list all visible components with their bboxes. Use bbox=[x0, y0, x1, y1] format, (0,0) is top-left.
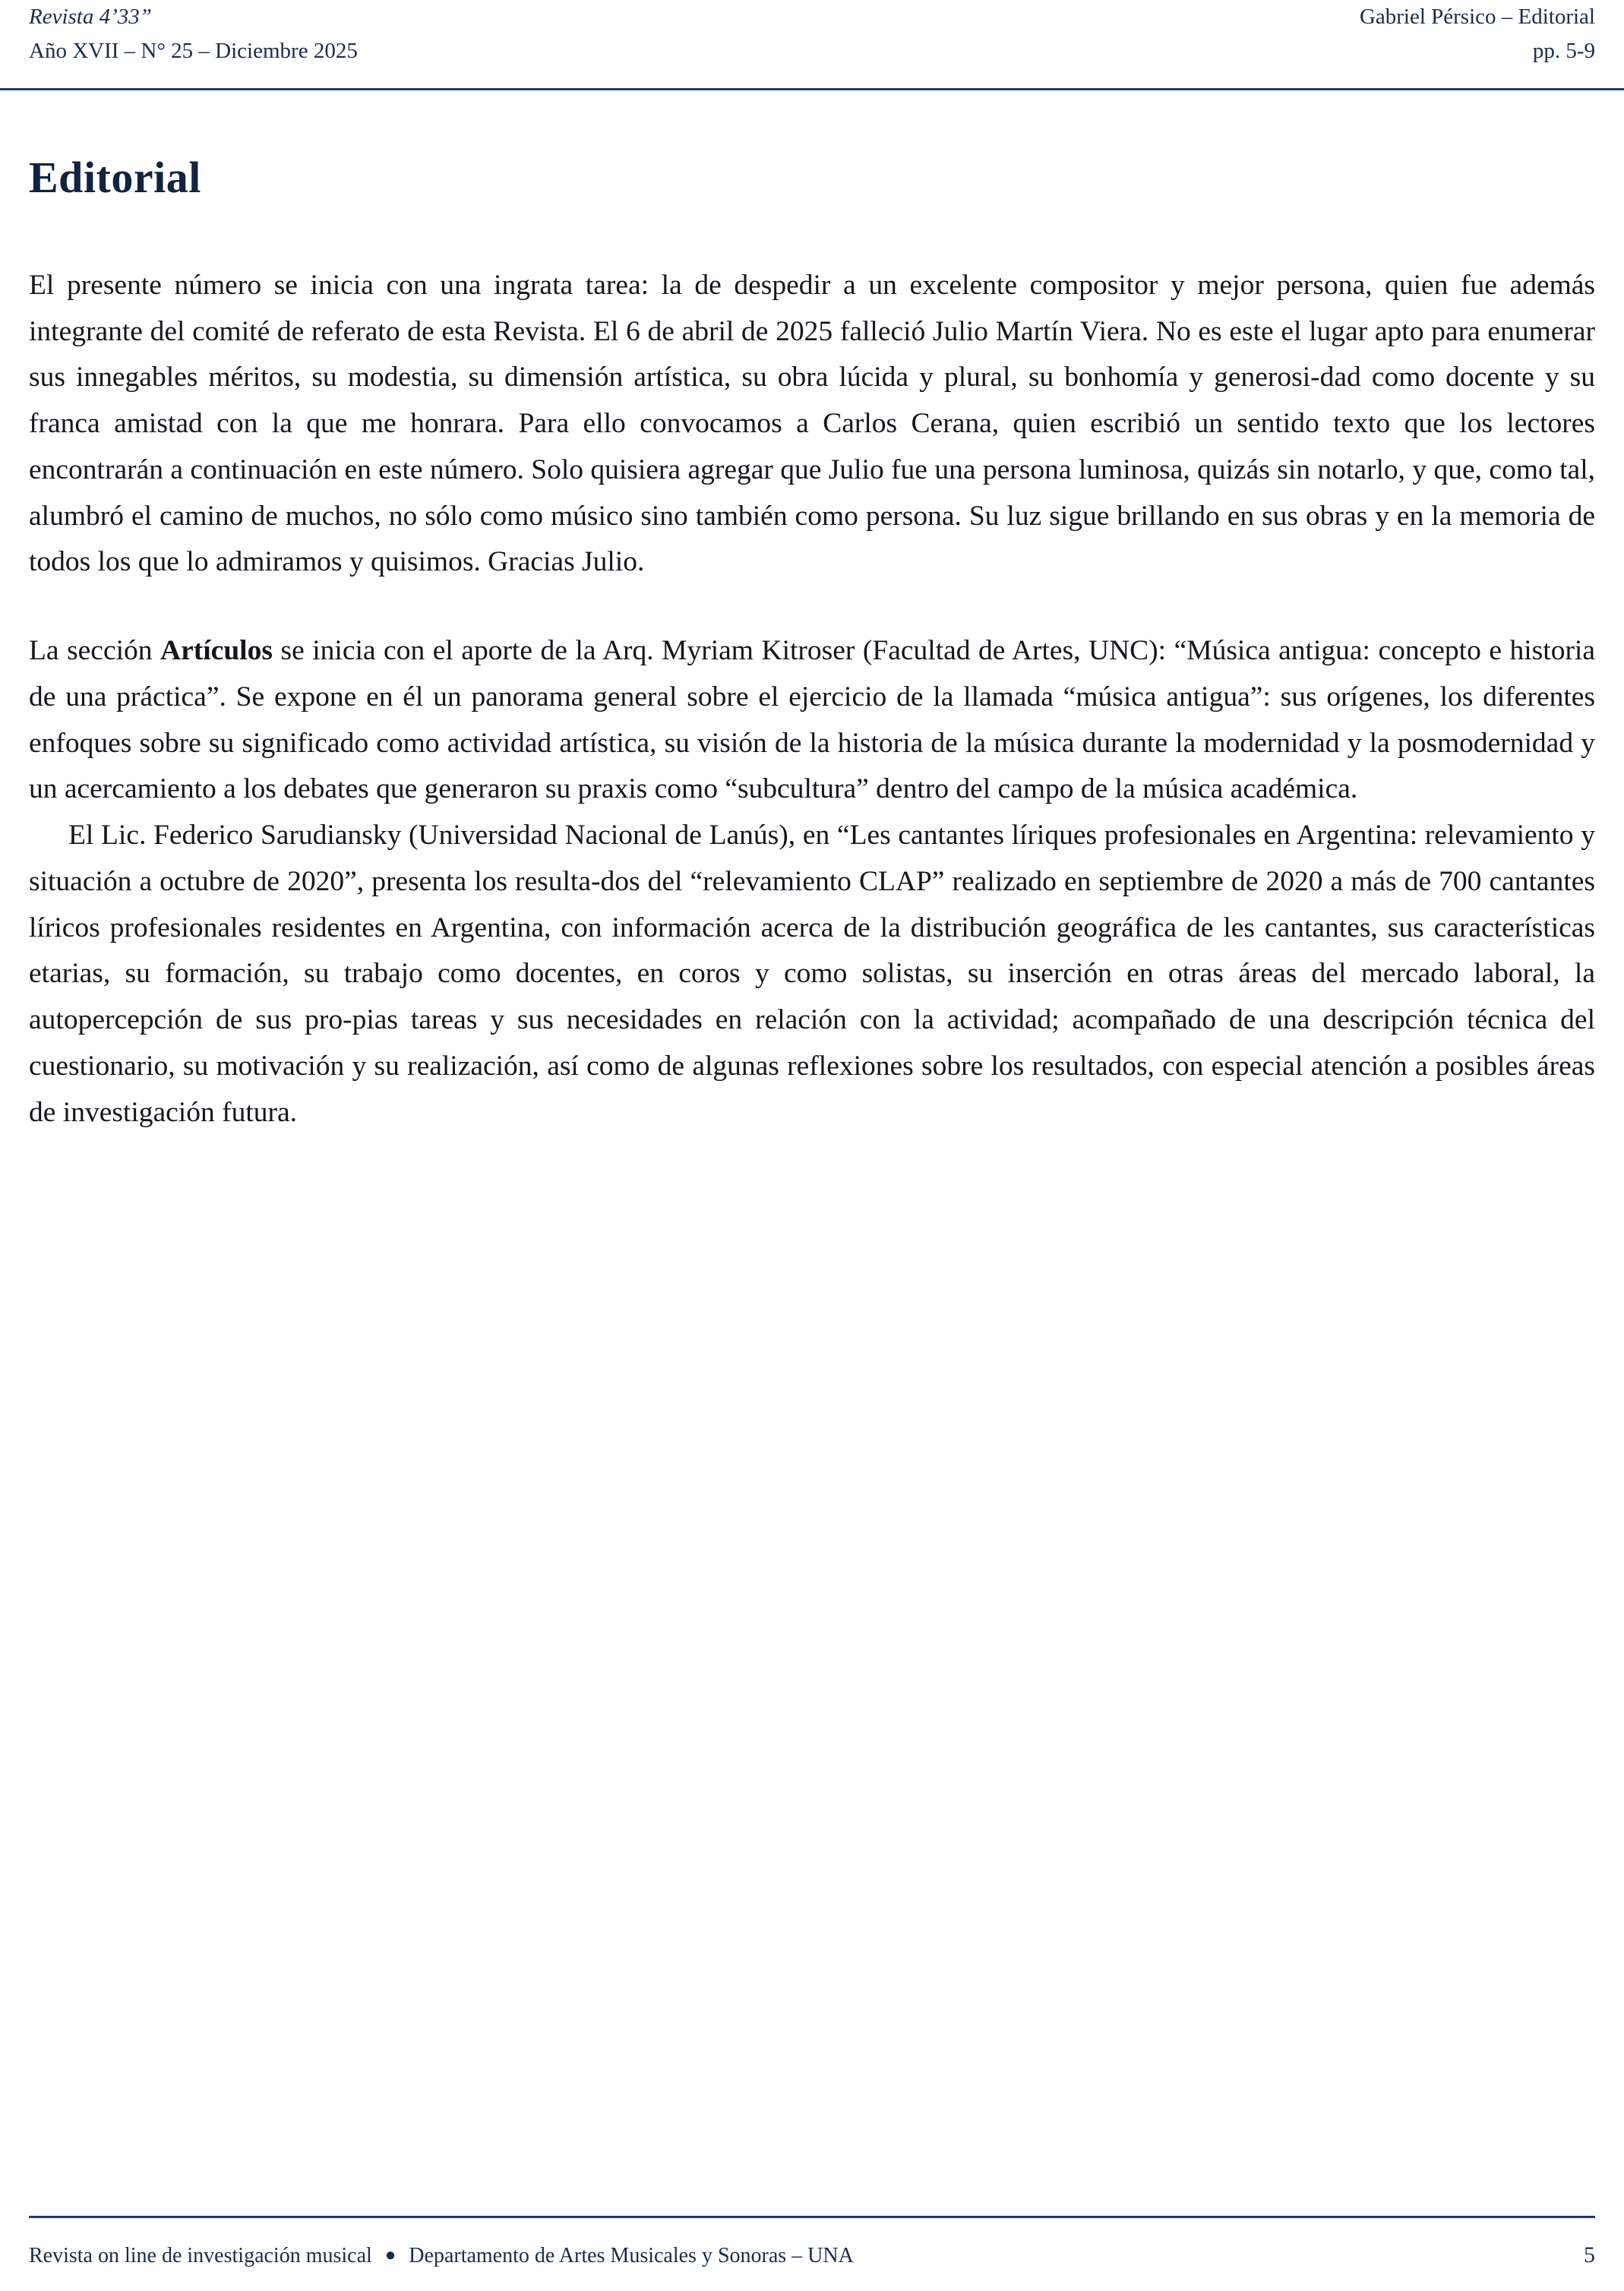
paragraph-2-rest: se inicia con el aporte de la Arq. Myriam Kitroser (Facultad de Artes, UNC): “Música antigua: concepto e historia de una práctica”. Se expone en él un panorama general sobre el ejercicio de la llamada “música antigua”: sus orígenes, los diferentes enfoques sobre su significado como actividad artística, su visión de la historia de la música durante la modernidad y la posmodernidad y un acercamiento a los debates que generaron su praxis como “subcultura” dentro del campo de la música académica. bbox=[29, 635, 1595, 805]
author-section: Gabriel Pérsico – Editorial bbox=[1359, 5, 1595, 29]
page-footer bbox=[29, 2242, 1595, 2268]
paragraph-1: El presente número se inicia con una ingrata tarea: la de despedir a un excelente compositor y mejor persona, quien fue además integrante del comité de referato de esta Revista. El 6 de abril de 2025 falleció Julio Martín Viera. No es este el lugar apto para enumerar sus innegables méritos, su modestia, su dimensión artística, su obra lúcida y plural, su bonhomía y generosi-dad como docente y su franca amistad con la que me honrara. Para ello convocamos a Carlos Cerana, quien escribió un sentido texto que los lectores encontrarán a continuación en este número. Solo quisiera agregar que Julio fue una persona luminosa, quizás sin notarlo, y que, como tal, alumbró el camino de muchos, no sólo como músico sino también como persona. Su luz sigue brillando en sus obras y en la memoria de todos los que lo admiramos y quisimos. Gracias Julio. bbox=[29, 269, 1595, 578]
bullet-icon: ● bbox=[384, 2245, 397, 2265]
page-title: Editorial bbox=[29, 153, 201, 202]
paragraph-2 bbox=[29, 628, 1595, 813]
section-name-articulos: Artículos bbox=[160, 635, 273, 667]
running-head-bottom-row bbox=[29, 34, 1595, 68]
footer-note bbox=[29, 2244, 854, 2268]
footer-note-left: Revista on line de investigación musical bbox=[29, 2244, 372, 2267]
header-divider bbox=[0, 88, 1624, 90]
footer-note-right: Departamento de Artes Musicales y Sonoras – UNA bbox=[409, 2244, 854, 2267]
paragraph-3: El Lic. Federico Sarudiansky (Universidad Nacional de Lanús), en “Les cantantes líriques profesionales en Argentina: relevamiento y situación a octubre de 2020”, presenta los resulta-dos del “relevamiento CLAP” realizado en septiembre de 2020 a más de 700 cantantes líricos profesionales residentes en Argentina, con información acerca de la distribución geográfica de les cantantes, sus características etarias, su formación, su trabajo como docentes, en coros y como solistas, su inserción en otras áreas del mercado laboral, la autopercepción de sus pro-pias tareas y sus necesidades en relación con la actividad; acompañado de una descripción técnica del cuestionario, su motivación y su realización, así como de algunas reflexiones sobre los resultados, con especial atención a posibles áreas de investigación futura. bbox=[29, 820, 1595, 1128]
running-head-top-row bbox=[29, 0, 1595, 34]
journal-title: Revista 4’33” bbox=[29, 5, 152, 29]
page-range: pp. 5-9 bbox=[1532, 38, 1595, 63]
article-body bbox=[29, 129, 1595, 1136]
page-number: 5 bbox=[1584, 2242, 1595, 2267]
footer-divider bbox=[29, 2216, 1595, 2218]
paragraph-2-prefix: La sección bbox=[29, 635, 161, 667]
running-head bbox=[29, 0, 1595, 84]
issue-line: Año XVII – N° 25 – Diciembre 2025 bbox=[29, 38, 358, 63]
